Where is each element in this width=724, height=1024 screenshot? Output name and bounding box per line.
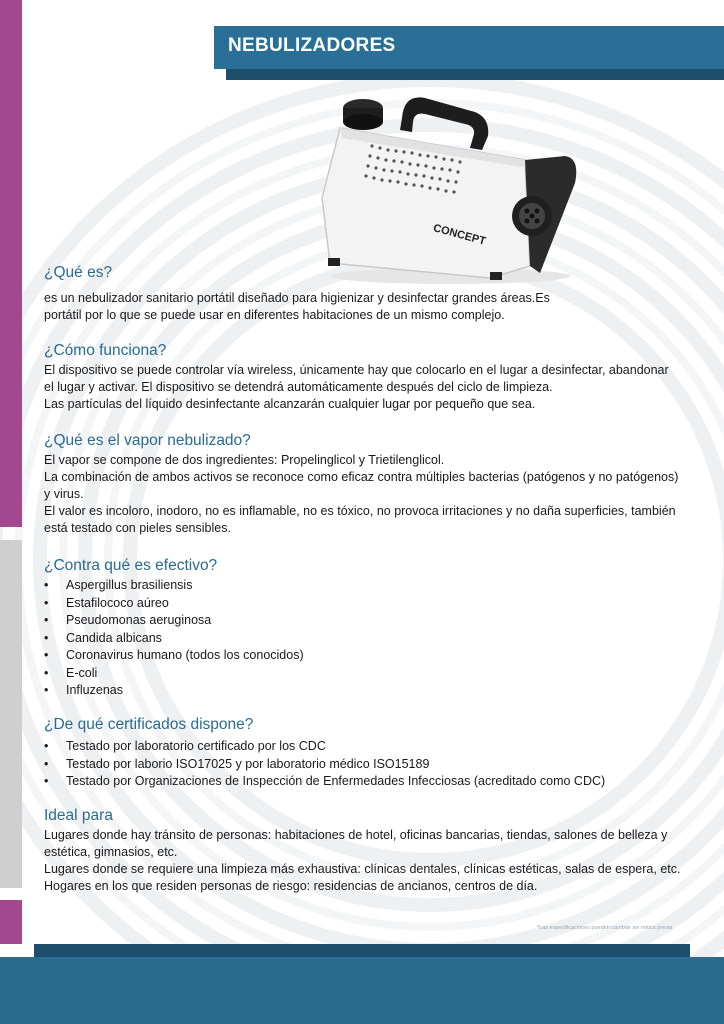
- effective-against-list: [44, 577, 304, 700]
- nebulizer-product-image: [300, 88, 590, 288]
- list-item: • Coronavirus humano (todos los conocidos): [44, 647, 304, 665]
- certificates-list: [44, 738, 605, 791]
- text-line: está testado con pieles sensibles.: [44, 521, 231, 535]
- section-title-ideal-para: Ideal para: [44, 807, 113, 824]
- page-title: NEBULIZADORES: [228, 35, 396, 56]
- section-body-que-es: [44, 290, 550, 324]
- text-line: Las partículas del líquido desinfectante alcanzarán cualquier lugar por pequeño que sea.: [44, 397, 536, 411]
- section-title-vapor-nebulizado: ¿Qué es el vapor nebulizado?: [44, 432, 251, 449]
- text-line: es un nebulizador sanitario portátil diseñado para higienizar y desinfectar grandes áreas.Es: [44, 291, 550, 305]
- section-title-certificados: ¿De qué certificados dispone?: [44, 716, 254, 733]
- left-accent-bar-middle: [0, 540, 22, 888]
- text-line: portátil por lo que se puede usar en diferentes habitaciones de un mismo complejo.: [44, 308, 505, 322]
- footnote: *Las especificaciones pueden cambiar sin notica previa: [537, 925, 673, 931]
- list-item: • Influzenas: [44, 682, 304, 700]
- text-line: Lugares donde hay tránsito de personas: habitaciones de hotel, oficinas bancarias, tiendas, salones de belleza y: [44, 828, 668, 842]
- list-item: • Candida albicans: [44, 630, 304, 648]
- product-brand-label: CONCEPT: [431, 222, 487, 248]
- text-line: El vapor se compone de dos ingredientes: Propelinglicol y Trietilenglicol.: [44, 453, 445, 467]
- section-title-contra-que: ¿Contra qué es efectivo?: [44, 557, 218, 574]
- left-accent-bar-top: [0, 0, 22, 527]
- text-line: El valor es incoloro, inodoro, no es inflamable, no es tóxico, no provoca irritaciones y no daña superficies, también: [44, 504, 676, 518]
- section-body-como-funciona: [44, 362, 669, 413]
- list-item: • Testado por laboratorio certificado por los CDC: [44, 738, 605, 756]
- list-item: • Estafilococo aúreo: [44, 595, 304, 613]
- text-line: La combinación de ambos activos se reconoce como eficaz contra múltiples bacterias (patógenos y no patógenos): [44, 470, 679, 484]
- list-item: • Testado por laborio ISO17025 y por laboratorio médico ISO15189: [44, 756, 605, 774]
- list-item: • Aspergillus brasiliensis: [44, 577, 304, 595]
- list-item: • Testado por Organizaciones de Inspección de Enfermedades Infecciosas (acreditado como CDC): [44, 773, 605, 791]
- text-line: Hogares en los que residen personas de riesgo: residencias de ancianos, centros de día.: [44, 879, 538, 893]
- section-body-vapor-nebulizado: [44, 452, 678, 537]
- text-line: el lugar y activar. El dispositivo se detendrá automáticamente después del ciclo de limpieza.: [44, 380, 553, 394]
- text-line: y virus.: [44, 487, 84, 501]
- list-item: • Pseudomonas aeruginosa: [44, 612, 304, 630]
- left-accent-bar-bottom: [0, 900, 22, 944]
- section-title-como-funciona: ¿Cómo funciona?: [44, 342, 167, 359]
- page-header: [214, 26, 724, 69]
- list-item: • E-coli: [44, 665, 304, 683]
- text-line: estética, gimnasios, etc.: [44, 845, 178, 859]
- section-body-ideal-para: [44, 827, 680, 895]
- section-title-que-es: ¿Qué es?: [44, 264, 113, 281]
- text-line: El dispositivo se puede controlar vía wireless, únicamente hay que colocarlo en el lugar a desinfectar, abandonar: [44, 363, 669, 377]
- page-footer: [0, 957, 724, 1024]
- footer-accent-line: [34, 944, 690, 957]
- text-line: Lugares donde se requiere una limpieza más exhaustiva: clínicas dentales, clínicas estéticas, salas de espera, etc.: [44, 862, 681, 876]
